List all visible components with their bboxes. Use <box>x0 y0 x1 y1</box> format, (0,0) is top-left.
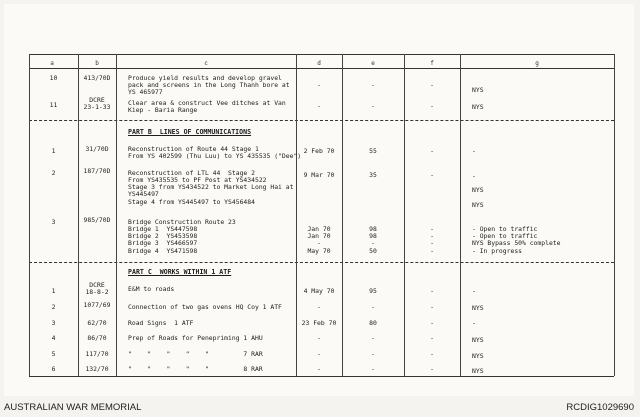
cell-b: 117/70 <box>85 350 109 358</box>
cell-b: 62/70 <box>87 319 107 327</box>
cell-c-line: YS445497 <box>128 190 159 198</box>
cell-d: Jan 70 <box>307 232 331 240</box>
cell-a: 3 <box>51 319 56 327</box>
cell-a: 3 <box>51 218 56 226</box>
col-header-c: c <box>204 60 208 67</box>
cell-d: - <box>317 303 321 311</box>
cell-f: - <box>430 232 434 240</box>
cell-b: 31/70D <box>85 145 109 153</box>
section-heading-b: PART B LINES OF COMMUNICATIONS <box>128 128 252 136</box>
cell-a: 4 <box>51 334 56 342</box>
cell-g: - Open to traffic <box>472 232 538 240</box>
cell-f: - <box>430 365 434 373</box>
cell-g: - In progress <box>472 247 523 255</box>
cell-e: - <box>371 303 375 311</box>
cell-a: 2 <box>51 303 56 311</box>
cell-a: 2 <box>51 169 56 177</box>
cell-g: NYS <box>472 186 484 194</box>
col-header-b: b <box>95 60 99 67</box>
cell-e: - <box>371 365 375 373</box>
cell-f: - <box>430 225 434 233</box>
cell-f: - <box>430 350 434 358</box>
cell-d: 23 Feb 70 <box>301 319 337 327</box>
cell-e: 98 <box>369 225 377 233</box>
cell-g: NYS Bypass 50% complete <box>472 239 561 247</box>
footer-source: AUSTRALIAN WAR MEMORIAL <box>4 402 142 413</box>
col-header-f: f <box>430 60 434 67</box>
cell-c-line: Road Signs 1 ATF <box>128 319 194 327</box>
cell-d: 4 May 70 <box>303 287 335 295</box>
col-header-g: g <box>535 60 539 67</box>
cell-c-line: Bridge 4 YS471598 <box>128 247 198 255</box>
cell-e: 95 <box>369 287 377 295</box>
cell-a: 11 <box>49 101 58 109</box>
col-header-d: d <box>317 60 321 67</box>
cell-e: 80 <box>369 319 377 327</box>
cell-e: 35 <box>369 171 377 179</box>
cell-g: NYS <box>472 86 484 94</box>
cell-d: Jan 70 <box>307 225 331 233</box>
cell-f: - <box>430 247 434 255</box>
cell-f: - <box>430 102 434 110</box>
cell-b: DCRE <box>89 96 105 104</box>
col-header-a: a <box>50 60 54 67</box>
cell-d: - <box>317 102 321 110</box>
cell-c-line: " " " " " 8 RAR <box>128 365 263 373</box>
cell-c-line: Stage 3 from YS434522 to Market Long Hai at <box>128 183 294 191</box>
cell-b-ref: 23-1-33 <box>83 103 111 111</box>
cell-g: NYS <box>472 103 484 111</box>
cell-e: - <box>371 81 375 89</box>
cell-c-line: Produce yield results and develop gravel <box>128 74 282 82</box>
cell-b: 132/70 <box>85 365 109 373</box>
cell-b: 187/70D <box>83 167 111 175</box>
cell-c-line: YS 465977 <box>128 88 163 96</box>
cell-c-line: Stage 4 from YS445497 to YS456484 <box>128 198 255 206</box>
cell-c-line: Bridge 3 YS466597 <box>128 239 198 247</box>
cell-c-line: pack and screens in the Long Thanh bore at <box>128 81 290 89</box>
cell-g: NYS <box>472 304 484 312</box>
cell-b: 86/70 <box>87 334 107 342</box>
cell-e: - <box>371 334 375 342</box>
cell-c-line: " " " " " 7 RAR <box>128 350 263 358</box>
footer-record-id: RCDIG1029690 <box>566 402 634 413</box>
cell-f: - <box>430 239 434 247</box>
cell-e: 98 <box>369 232 377 240</box>
cell-d: - <box>317 239 321 247</box>
cell-c-line: Prep of Roads for Penepriming 1 AHU <box>128 334 263 342</box>
cell-g: - <box>472 147 476 155</box>
cell-f: - <box>430 81 434 89</box>
cell-b: DCRE <box>89 281 105 289</box>
section-heading-c: PART C WORKS WITHIN 1 ATF <box>128 268 232 276</box>
cell-b: 413/70D <box>83 74 111 82</box>
cell-g: - <box>472 287 476 295</box>
cell-g: - Open to traffic <box>472 225 538 233</box>
cell-c-line: Reconstruction of Route 44 Stage 1 <box>128 145 259 153</box>
cell-f: - <box>430 287 434 295</box>
cell-a: 1 <box>51 287 56 295</box>
cell-e: 50 <box>369 247 377 255</box>
cell-a: 5 <box>51 350 56 358</box>
cell-c-line: From YS 402599 (Thu Luu) to YS 435535 ("Dee") <box>128 152 302 160</box>
cell-f: - <box>430 319 434 327</box>
col-header-e: e <box>371 60 375 67</box>
table-bottom-rule <box>29 376 614 377</box>
cell-c-line: Reconstruction of LTL 44 Stage 2 <box>128 169 255 177</box>
cell-c-line: Bridge 1 YS447598 <box>128 225 198 233</box>
cell-a: 10 <box>49 74 58 82</box>
cell-c-line: From YS435535 to PF Post at YS434522 <box>128 176 267 184</box>
cell-d: - <box>317 81 321 89</box>
cell-c-line: Bridge Construction Route 23 <box>128 218 236 226</box>
cell-d: 2 Feb 70 <box>303 147 335 155</box>
cell-f: - <box>430 334 434 342</box>
cell-b: 985/70D <box>83 216 111 224</box>
cell-b-ref: 18-8-2 <box>85 288 109 296</box>
cell-d: 9 Mar 70 <box>303 171 335 179</box>
cell-f: - <box>430 171 434 179</box>
cell-g: NYS <box>472 367 484 375</box>
cell-d: - <box>317 350 321 358</box>
cell-a: 1 <box>51 147 56 155</box>
cell-c-line: E&M to roads <box>128 285 175 293</box>
cell-f: - <box>430 303 434 311</box>
cell-g: NYS <box>472 201 484 209</box>
cell-e: 55 <box>369 147 377 155</box>
cell-g: - <box>472 172 476 180</box>
cell-c-line: Kiep - Baria Range <box>128 106 198 114</box>
cell-d: May 70 <box>307 247 331 255</box>
cell-c-line: Clear area & construct Vee ditches at Van <box>128 99 286 107</box>
cell-g: NYS <box>472 336 484 344</box>
cell-e: - <box>371 239 375 247</box>
cell-f: - <box>430 147 434 155</box>
cell-g: - <box>472 319 476 327</box>
cell-b: 1077/69 <box>83 301 111 309</box>
cell-c-line: Connection of two gas ovens HQ Coy 1 ATF <box>128 303 282 311</box>
cell-d: - <box>317 365 321 373</box>
cell-d: - <box>317 334 321 342</box>
cell-c-line: Bridge 2 YS453598 <box>128 232 198 240</box>
cell-e: - <box>371 102 375 110</box>
cell-a: 6 <box>51 365 56 373</box>
cell-e: - <box>371 350 375 358</box>
cell-g: NYS <box>472 352 484 360</box>
